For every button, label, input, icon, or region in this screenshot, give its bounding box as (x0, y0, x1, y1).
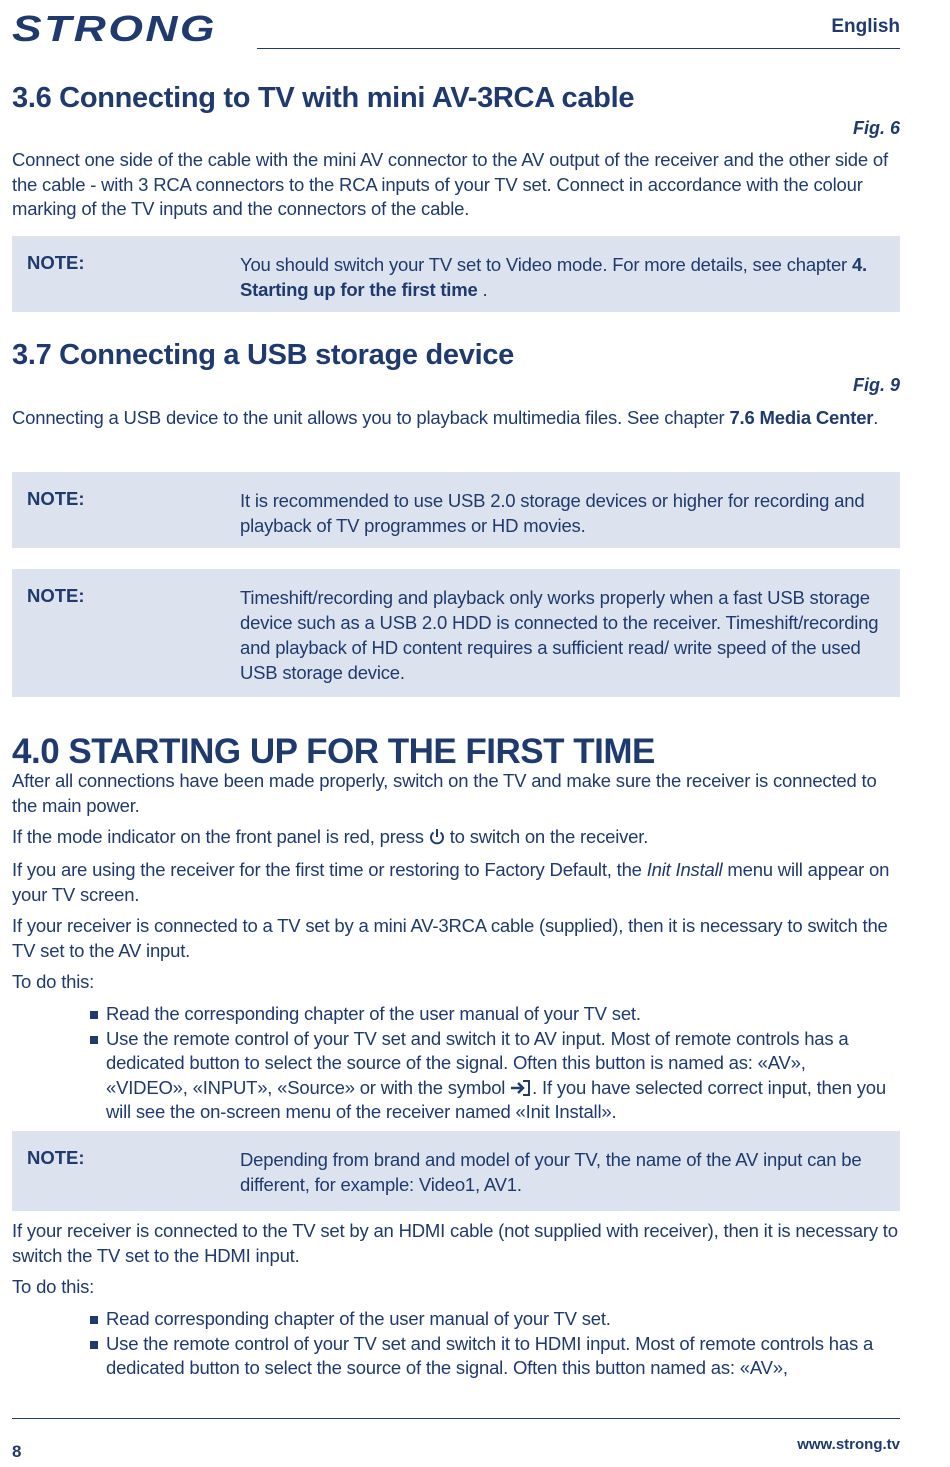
paragraph: To do this: (12, 1276, 95, 1297)
figure-ref-6: Fig. 6 (852, 118, 900, 138)
language-label: English (831, 16, 900, 37)
paragraph: If the mode indicator on the front panel is red, press to switch on the receiver. (12, 826, 649, 847)
chapter-reference: 4. Starting up for the first time (240, 254, 867, 300)
note-box (12, 236, 900, 312)
note-box (12, 472, 900, 548)
bullet-list (88, 1002, 888, 1125)
list-item: Read corresponding chapter of the user manual of your TV set. (88, 1307, 888, 1332)
power-icon (429, 828, 445, 846)
paragraph: If your receiver is connected to a TV set by a mini AV-3RCA cable (supplied), then it is necessary to switch the TV set to the AV input. (12, 915, 888, 961)
paragraph: If you are using the receiver for the first time or restoring to Factory Default, the Init Install menu will appear on your TV screen. (12, 859, 890, 905)
note-label: NOTE: (27, 488, 85, 509)
website-link[interactable]: www.strong.tv (797, 1436, 900, 1453)
svg-text:STRONG: STRONG (12, 8, 218, 48)
footer-divider (12, 1418, 900, 1419)
list-item: Use the remote control of your TV set and switch it to HDMI input. Most of remote controls has a dedicated button to select the source of the signal. Often this button named as: «AV», (88, 1332, 888, 1381)
note-label: NOTE: (27, 252, 85, 273)
section-title-3-7: 3.7 Connecting a USB storage device (12, 339, 514, 371)
header-divider (257, 48, 900, 49)
list-item: Use the remote control of your TV set and switch it to AV input. Most of remote controls has a dedicated button to select the source of the signal. Often this button is named as: «AV», «VIDEO», «INPUT», «Source» or with the symbol . If you have selected correct input, then you will see the on-screen menu of the receiver named «Init Install». (88, 1027, 888, 1125)
page-number: 8 (12, 1442, 22, 1461)
section-3-6-body: Connect one side of the cable with the mini AV connector to the AV output of the receiver and the other side of the cable - with 3 RCA connectors to the RCA inputs of your TV set. Connect in accordance with the colour marking of the TV inputs and the connectors of the cable. (12, 149, 888, 219)
input-source-icon (510, 1079, 532, 1097)
paragraph: After all connections have been made properly, switch on the TV and make sure the receiver is connected to the main power. (12, 770, 877, 816)
chapter-title-4-0: 4.0 STARTING UP FOR THE FIRST TIME (12, 732, 655, 771)
bullet-icon (90, 1011, 98, 1019)
note-text: Timeshift/recording and playback only works properly when a fast USB storage device such as a USB 2.0 HDD is connected to the receiver. Timeshift/recording and playback of HD content requires a sufficient read/ write speed of the used USB storage device. (240, 587, 879, 683)
chapter-reference: 7.6 Media Center (729, 407, 874, 428)
note-box (12, 1131, 900, 1211)
bullet-icon (90, 1316, 98, 1324)
note-box (12, 569, 900, 697)
note-text: Depending from brand and model of your TV, the name of the AV input can be different, for example: Video1, AV1. (240, 1149, 862, 1195)
section-title-3-6: 3.6 Connecting to TV with mini AV-3RCA cable (12, 82, 635, 114)
note-text: It is recommended to use USB 2.0 storage devices or higher for recording and playback of TV programmes or HD movies. (240, 490, 865, 536)
note-label: NOTE: (27, 1147, 85, 1168)
note-text: You should switch your TV set to Video mode. For more details, see chapter 4. Starting up for the first time . (240, 254, 867, 300)
bullet-icon (90, 1341, 98, 1349)
section-3-7-body: Connecting a USB device to the unit allows you to playback multimedia files. See chapter 7.6 Media Center. (12, 407, 879, 428)
strong-logo (12, 8, 222, 48)
bullet-icon (90, 1036, 98, 1044)
bullet-list (88, 1307, 888, 1381)
figure-ref-9: Fig. 9 (852, 375, 900, 395)
list-item: Read the corresponding chapter of the user manual of your TV set. (88, 1002, 888, 1027)
paragraph: If your receiver is connected to the TV set by an HDMI cable (not supplied with receiver), then it is necessary to switch the TV set to the HDMI input. (12, 1220, 898, 1266)
note-label: NOTE: (27, 585, 85, 606)
paragraph: To do this: (12, 971, 95, 992)
